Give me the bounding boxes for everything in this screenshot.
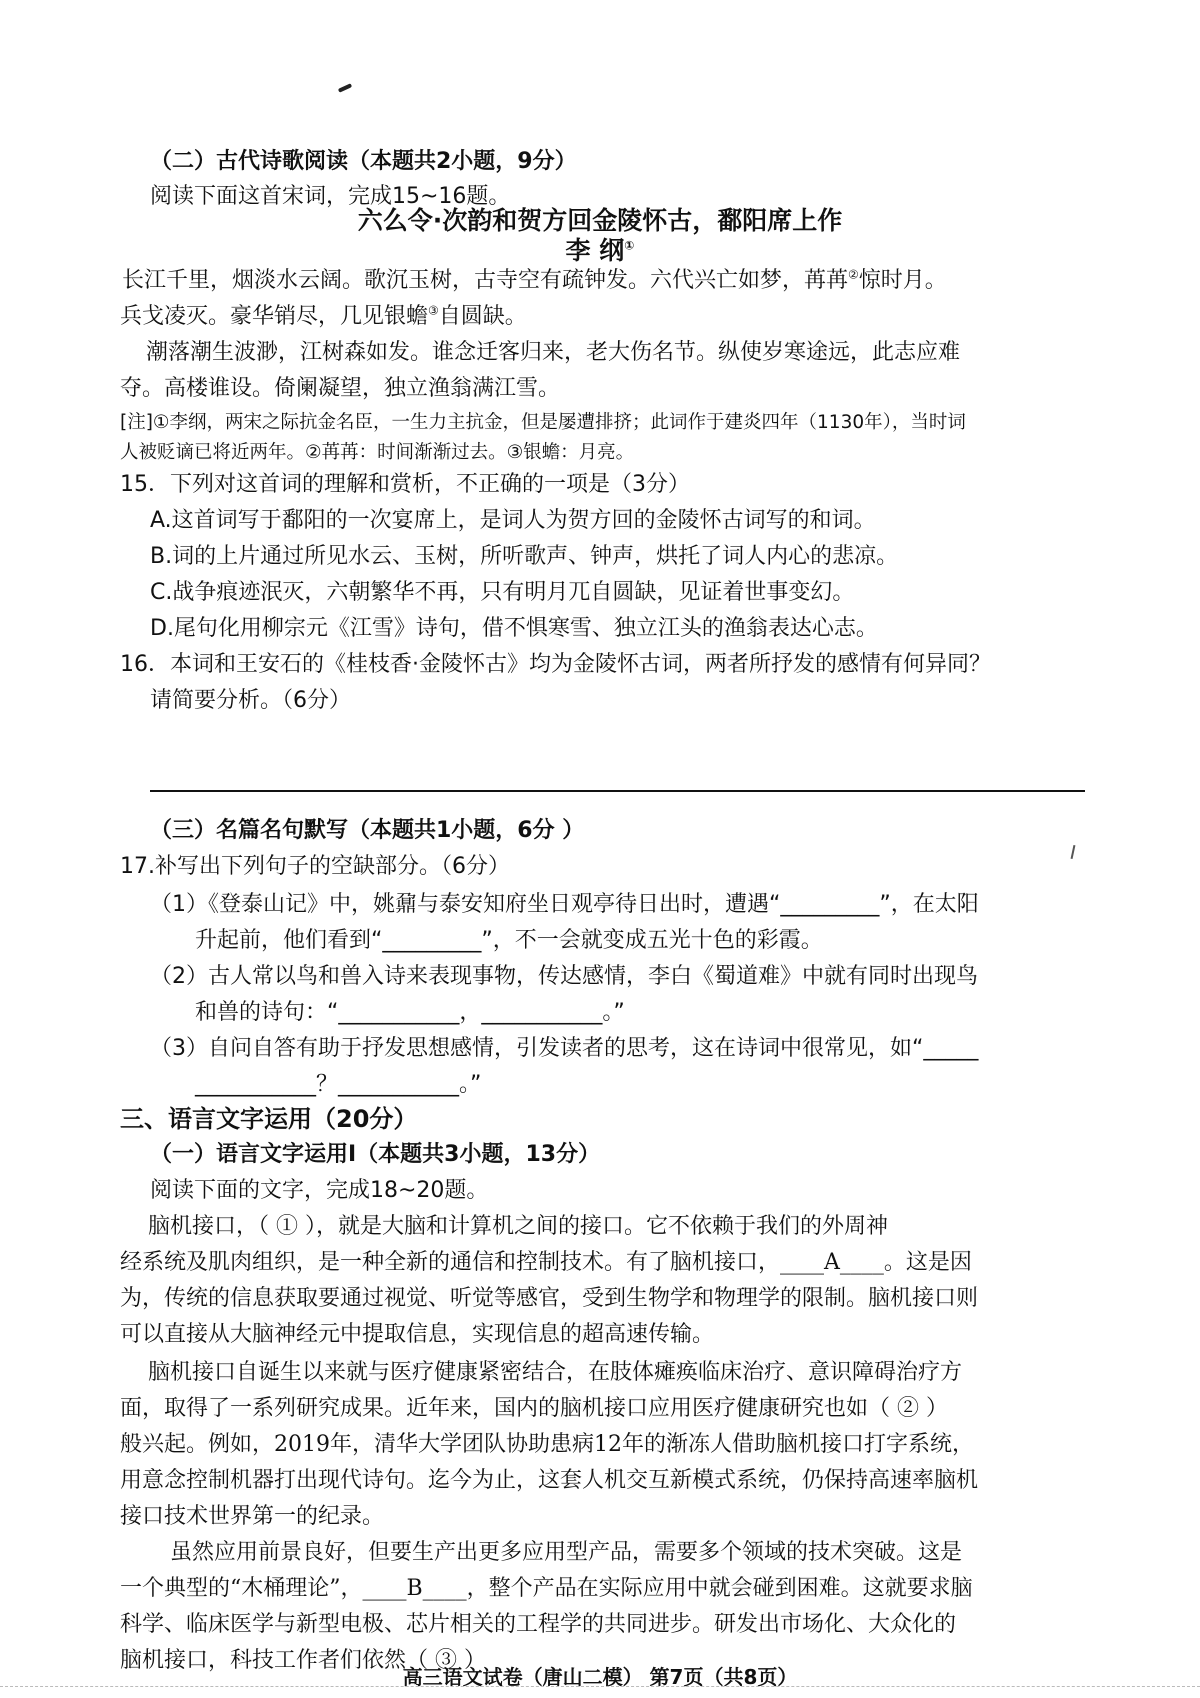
passage-para-2-line-3: 般兴起。例如，2019年，清华大学团队协助患病12年的渐冻人借助脑机接口打字系统， (120, 1432, 974, 1457)
option-15-d: D.尾句化用柳宗元《江雪》诗句，借不惧寒雪、独立江头的渔翁表达心志。 (150, 616, 878, 641)
question-17-3-line-1: （3）自问自答有助于抒发思想感情，引发读者的思考，这在诗词中很常见，如“_____ (150, 1036, 979, 1061)
question-17-1-line-2: 升起前，他们看到“_________”，不一会就变成五光十色的彩霞。 (195, 928, 823, 953)
passage-para-1-line-2: 经系统及肌肉组织，是一种全新的通信和控制技术。有了脑机接口，____A____。这是因 (120, 1250, 972, 1275)
poetry-instruction: 阅读下面这首宋词，完成15~16题。 (150, 184, 511, 209)
question-15: 15．下列对这首词的理解和赏析，不正确的一项是（3分） (120, 472, 690, 497)
scan-edge (0, 1686, 1200, 1687)
page-footer: 高三语文试卷（唐山二模） 第7页（共8页） (402, 1665, 798, 1689)
poem-title: 六么令·次韵和贺方回金陵怀古，鄱阳席上作 (357, 206, 843, 235)
scan-speck (338, 83, 352, 93)
passage-para-3-line-4: 脑机接口，科技工作者们依然（ ③ ） (120, 1648, 486, 1673)
question-17: 17.补写出下列句子的空缺部分。（6分） (120, 854, 510, 879)
question-17-2-line-1: （2）古人常以鸟和兽入诗来表现事物，传达感情，李白《蜀道难》中就有同时出现鸟 (150, 964, 978, 989)
poem-author: 李 纲① (565, 236, 635, 265)
part-3-sub-heading: （一）语言文字运用Ⅰ（本题共3小题，13分） (150, 1142, 601, 1167)
option-15-a: A.这首词写于鄱阳的一次宴席上，是词人为贺方回的金陵怀古词写的和词。 (150, 508, 876, 533)
question-16-line-2: 请简要分析。（6分） (150, 688, 351, 713)
section-divider (150, 790, 1085, 792)
passage-para-1-line-1: 脑机接口，（ ① ），就是大脑和计算机之间的接口。它不依赖于我们的外周神 (148, 1214, 888, 1239)
option-15-c: C.战争痕迹泯灭，六朝繁华不再，只有明月兀自圆缺，见证着世事变幻。 (150, 580, 855, 605)
passage-para-2-line-4: 用意念控制机器打出现代诗句。迄今为止，这套人机交互新模式系统，仍保持高速率脑机 (120, 1468, 979, 1493)
poem-line-1: 长江千里，烟淡水云阔。歌沉玉树，古寺空有疏钟发。六代兴亡如梦，苒苒②惊时月。 (122, 267, 947, 293)
passage-para-2-line-2: 面，取得了一系列研究成果。近年来，国内的脑机接口应用医疗健康研究也如（ ② ） (120, 1396, 948, 1421)
question-17-2-line-2: 和兽的诗句：“___________，___________。” (195, 1000, 625, 1025)
poem-line-3: 潮落潮生波渺，江树森如发。谁念迁客归来，老大伤名节。纵使岁寒途远，此志应难 (146, 340, 961, 365)
poem-line-2: 兵戈凌灭。豪华销尽，几见银蟾③自圆缺。 (120, 303, 527, 329)
passage-para-3-line-2: 一个典型的“木桶理论”，____B____，整个产品在实际应用中就会碰到困难。这就要求脑 (120, 1576, 973, 1601)
passage-para-2-line-5: 接口技术世界第一的纪录。 (120, 1504, 385, 1529)
question-17-1-line-1: （1）《登泰山记》中，姚鼐与泰安知府坐日观亭待日出时，遭遇“_________”，在太阳 (150, 892, 979, 917)
poem-annotation-2: 人被贬谪已将近两年。②苒苒：时间渐渐过去。③银蟾：月亮。 (120, 442, 635, 463)
part-3-heading: 三、语言文字运用（20分） (120, 1105, 418, 1133)
section-heading-recitation: （三）名篇名句默写（本题共1小题，6分 ） (150, 818, 585, 843)
part-3-instruction: 阅读下面的文字，完成18~20题。 (150, 1178, 489, 1203)
passage-para-1-line-3: 为，传统的信息获取要通过视觉、听觉等感官，受到生物学和物理学的限制。脑机接口则 (120, 1286, 979, 1311)
section-heading-poetry: （二）古代诗歌阅读（本题共2小题，9分） (150, 149, 577, 174)
poem-line-4: 夺。高楼谁设。倚阑凝望，独立渔翁满江雪。 (120, 376, 561, 401)
poem-annotation-1: [注]①李纲，两宋之际抗金名臣，一生力主抗金，但是屡遭排挤；此词作于建炎四年（1130年），当时词 (120, 412, 966, 433)
question-16-line-1: 16．本词和王安石的《桂枝香·金陵怀古》均为金陵怀古词，两者所抒发的感情有何异同？ (120, 652, 991, 677)
question-17-3-line-2: ___________？___________。” (195, 1072, 482, 1097)
passage-para-3-line-1: 虽然应用前景良好，但要生产出更多应用型产品，需要多个领域的技术突破。这是 (170, 1540, 963, 1565)
option-15-b: B.词的上片通过所见水云、玉树，所听歌声、钟声，烘托了词人内心的悲凉。 (150, 544, 899, 569)
passage-para-1-line-4: 可以直接从大脑神经元中提取信息，实现信息的超高速传输。 (120, 1322, 715, 1347)
passage-para-2-line-1: 脑机接口自诞生以来就与医疗健康紧密结合，在肢体瘫痪临床治疗、意识障碍治疗方 (148, 1360, 963, 1385)
passage-para-3-line-3: 科学、临床医学与新型电极、芯片相关的工程学的共同进步。研发出市场化、大众化的 (120, 1612, 957, 1637)
